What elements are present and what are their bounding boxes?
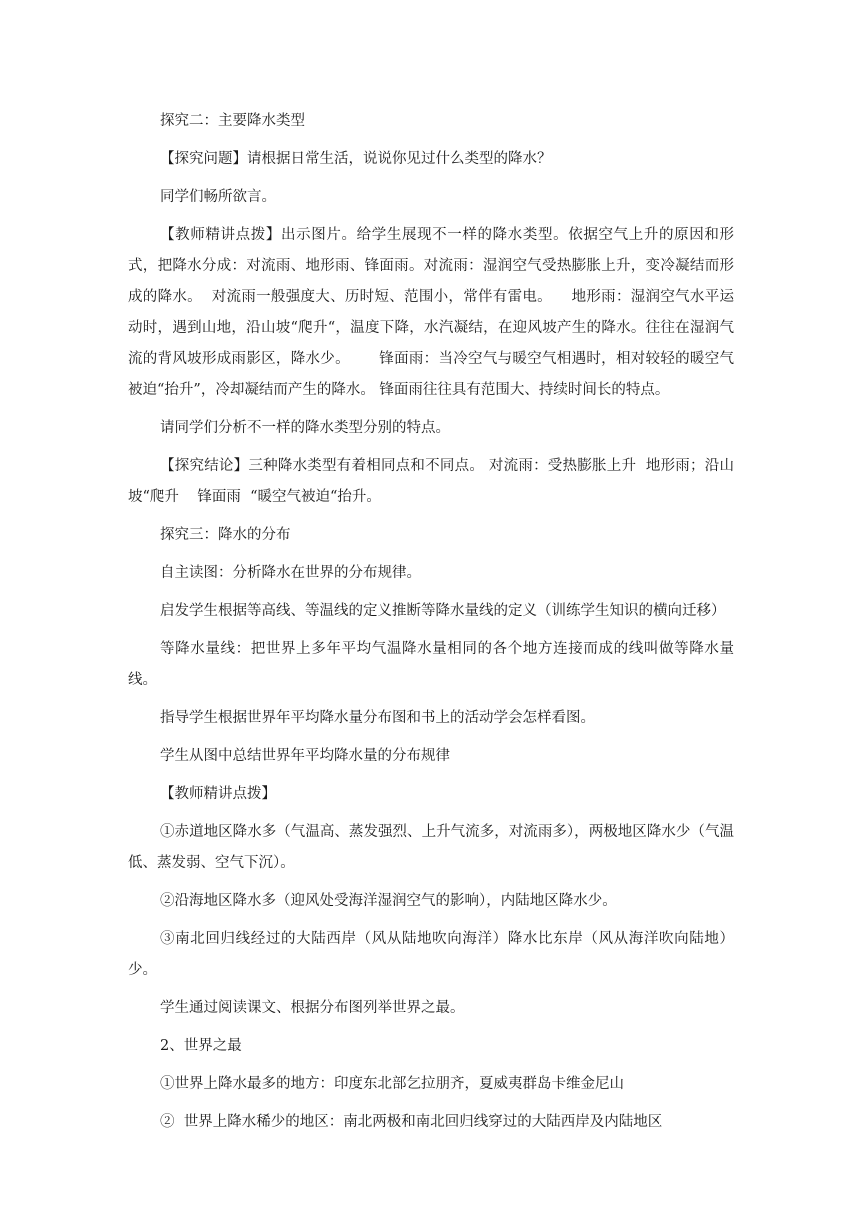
world-records-task: 学生通过阅读课文、根据分布图列举世界之最。	[160, 1000, 465, 1016]
world-records-heading: 2、世界之最	[160, 1038, 242, 1054]
isohyet-definition: 等降水量线：把世界上多年平均气温降水量相同的各个地方连接而成的线叫做等降水量线。	[128, 641, 734, 688]
section-heading-inquiry-3: 探究三：降水的分布	[160, 527, 291, 543]
isohyet-inference: 启发学生根据等高线、等温线的定义推断等降水量线的定义（训练学生知识的横向迁移）	[160, 603, 726, 619]
rule-equator-poles: ①赤道地区降水多（气温高、蒸发强烈、上升气流多，对流雨多），两极地区降水少（气温低、蒸发弱、空气下沉）。	[128, 824, 734, 871]
inquiry-question: 【探究问题】请根据日常生活，说说你见过什么类型的降水？	[160, 151, 552, 167]
record-least-rain: ② 世界上降水稀少的地区：南北两极和南北回归线穿过的大陆西岸及内陆地区	[160, 1114, 663, 1130]
map-reading-guidance: 指导学生根据世界年平均降水量分布图和书上的活动学会怎样看图。	[160, 710, 595, 726]
document-body	[128, 106, 734, 1138]
rule-coast-inland: ②沿海地区降水多（迎风处受海洋湿润空气的影响），内陆地区降水少。	[160, 893, 617, 909]
self-reading-task: 自主读图：分析降水在世界的分布规律。	[160, 565, 421, 581]
distribution-summary-task: 学生从图中总结世界年平均降水量的分布规律	[160, 748, 450, 764]
rule-tropics-west-coast: ③南北回归线经过的大陆西岸（风从陆地吹向海洋）降水比东岸（风从海洋吹向陆地）少。	[128, 931, 734, 978]
teacher-explanation-heading: 【教师精讲点拨】	[160, 786, 276, 802]
student-discussion: 同学们畅所欲言。	[160, 189, 276, 205]
section-heading-inquiry-2: 探究二：主要降水类型	[160, 113, 305, 129]
record-most-rain: ①世界上降水最多的地方：印度东北部乞拉朋齐，夏威夷群岛卡维金尼山	[160, 1076, 624, 1092]
inquiry-conclusion: 【探究结论】三种降水类型有着相同点和不同点。 对流雨：受热膨胀上升 地形雨；沿山坡“爬升 锋面雨 “暖空气被迫“抬升。	[128, 458, 734, 505]
teacher-explanation-types: 【教师精讲点拨】出示图片。给学生展现不一样的降水类型。依据空气上升的原因和形式，把降水分成：对流雨、地形雨、锋面雨。对流雨：湿润空气受热膨胀上升，变冷凝结而形成的降水。 对流雨一般强度大、历时短、范围小，常伴有雷电。 地形雨：湿润空气水平运动时，遇到山地，沿山坡“爬升“，温度下降，水汽凝结，在迎风坡产生的降水。往往在湿润气流的背风坡形成雨影区，降水少。 锋面雨：当冷空气与暖空气相遇时，相对较轻的暖空气被迫“抬升”，冷却凝结而产生的降水。 锋面雨往往具有范围大、持续时间长的特点。	[128, 227, 734, 398]
analysis-prompt: 请同学们分析不一样的降水类型分别的特点。	[160, 420, 450, 436]
